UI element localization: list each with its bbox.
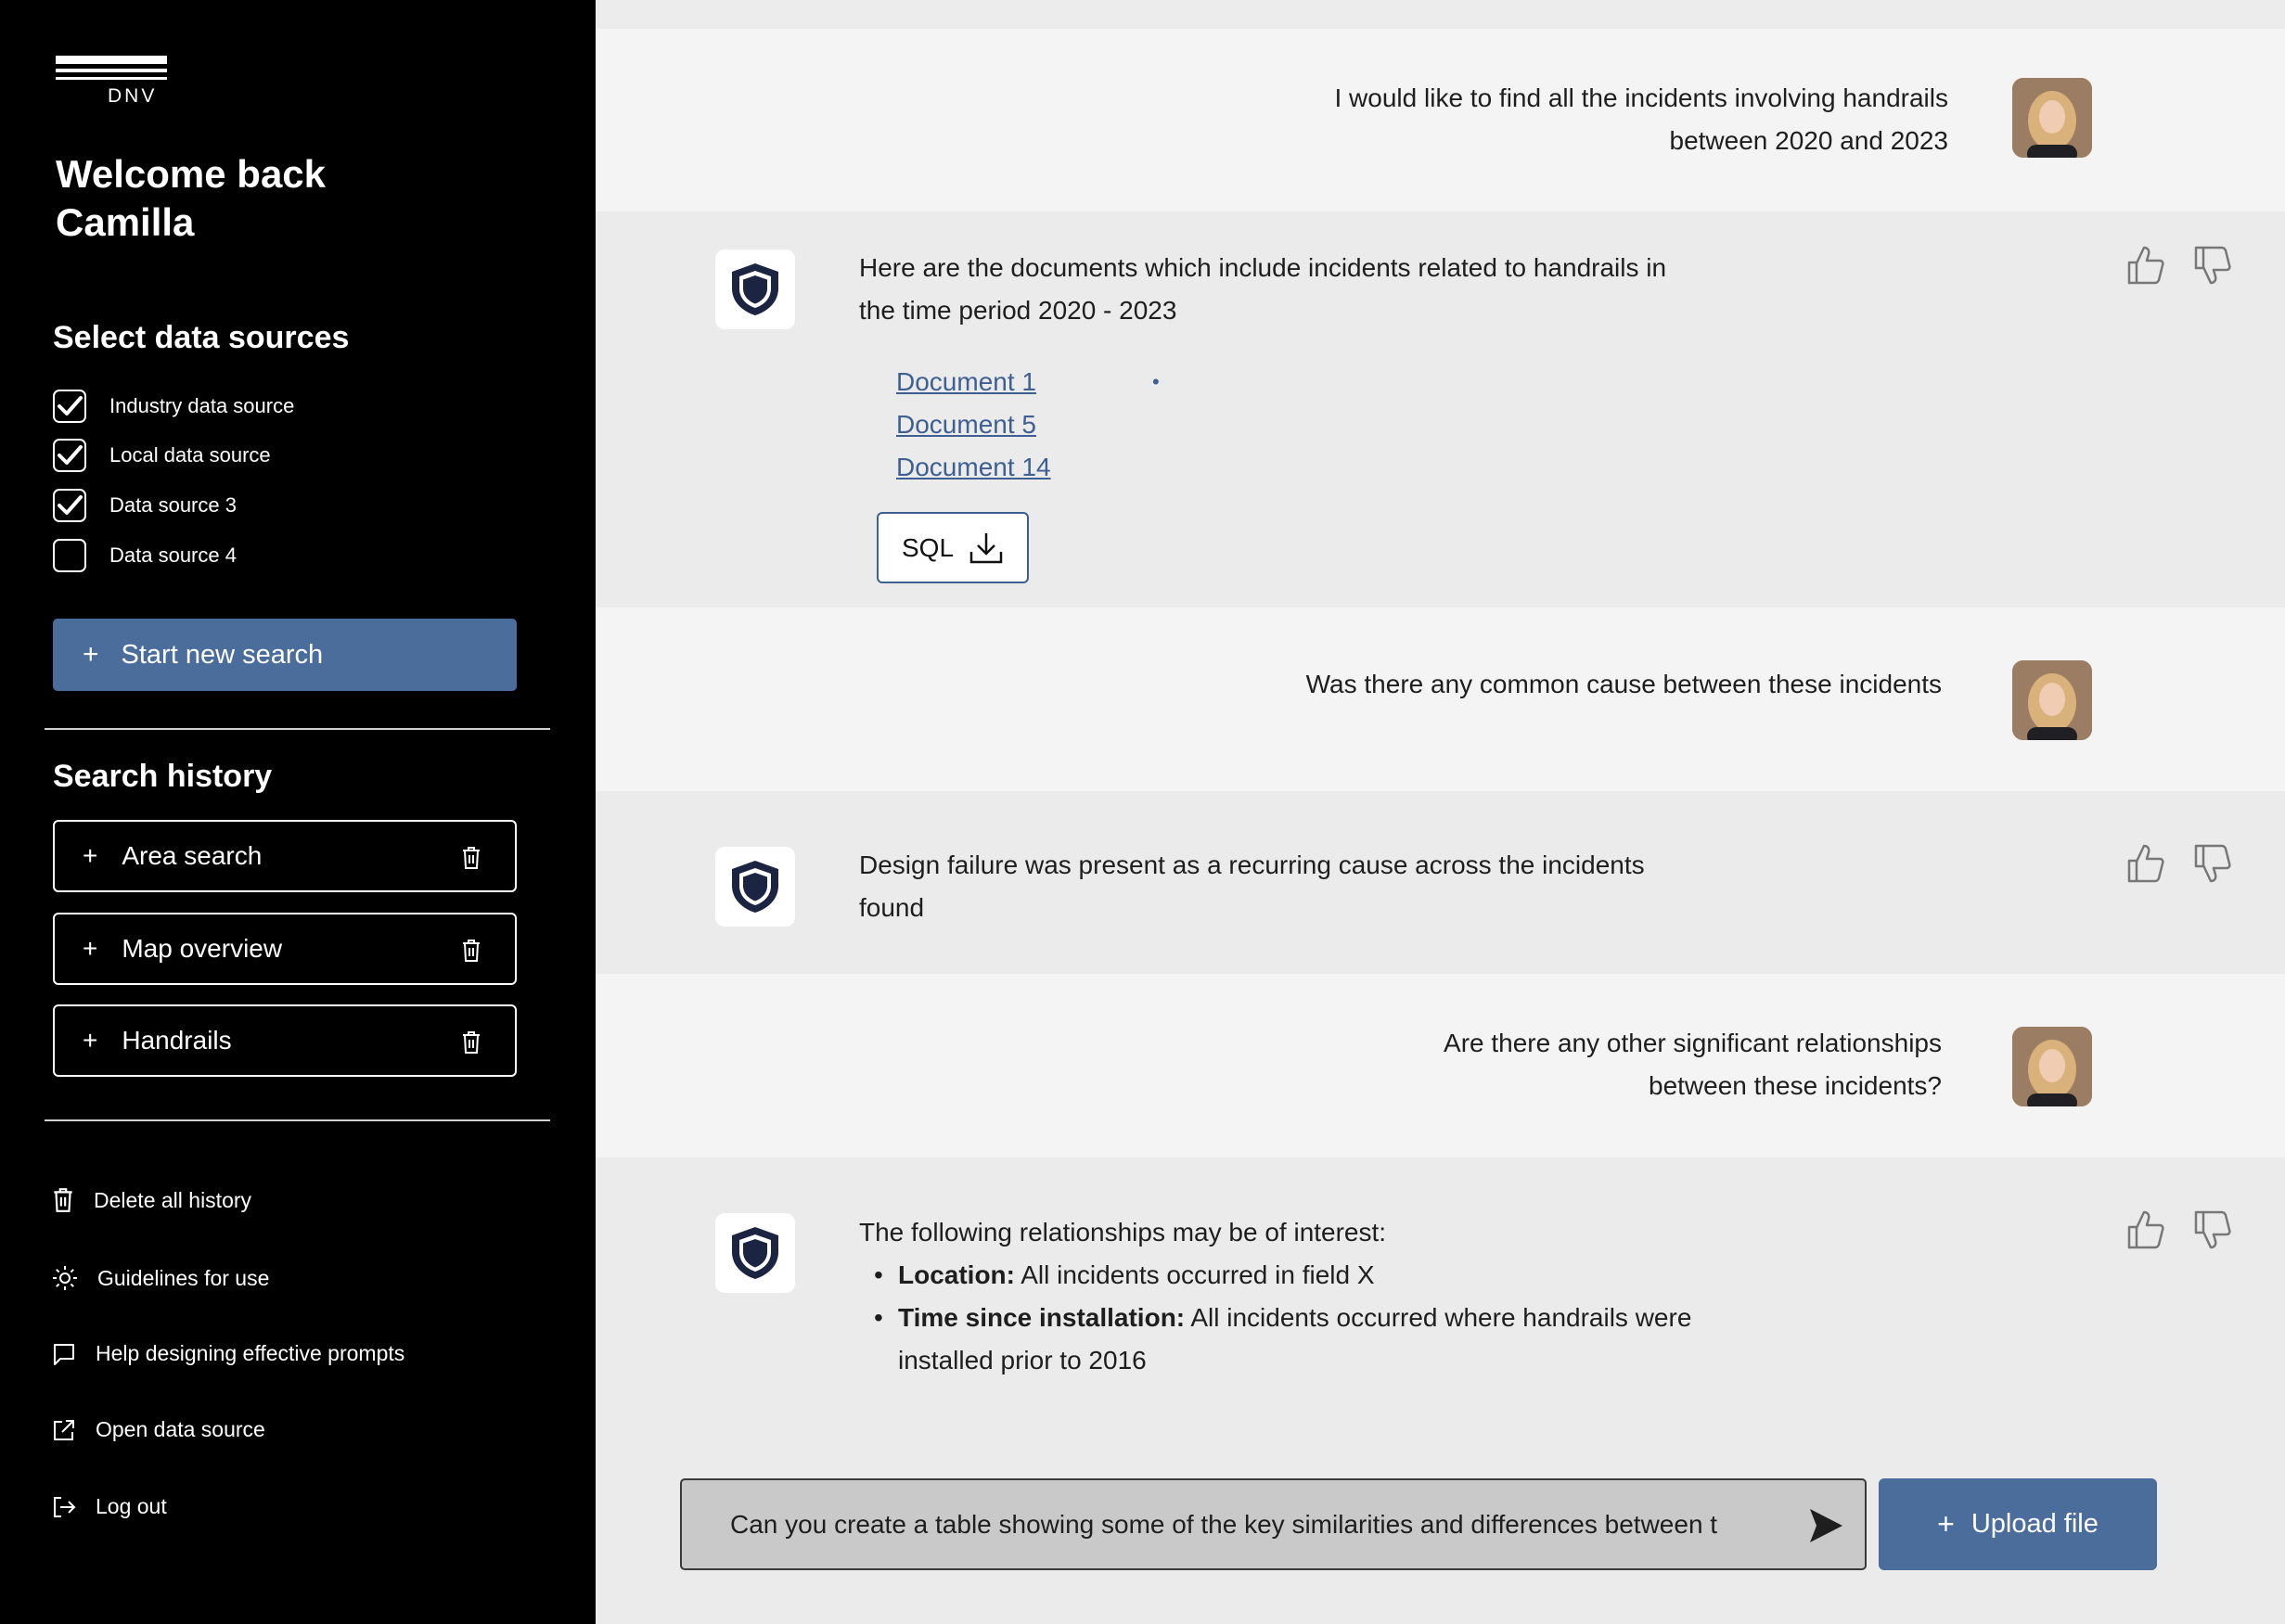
assistant-avatar [715,249,795,329]
user-avatar-image [2012,660,2092,740]
checkmark-icon [56,441,83,469]
upload-file-label: Upload file [1970,1509,2099,1539]
plus-icon: + [83,639,99,670]
start-new-search-label: Start new search [121,639,324,670]
divider [45,728,550,730]
document-link[interactable]: Document 5 [896,410,1036,439]
shield-icon [728,261,782,318]
assistant-message-text [859,247,1731,332]
plus-icon: + [83,934,98,963]
user-message-text [1107,1022,1942,1107]
trash-icon[interactable] [461,846,481,870]
data-sources-title: Select data sources [53,320,350,355]
trash-icon [52,1187,74,1213]
guidelines-link[interactable] [52,1265,269,1291]
search-history-title: Search history [53,759,273,794]
data-source-3[interactable] [53,489,237,522]
message-line: Are there any other significant relationships [1444,1029,1942,1057]
divider [45,1119,550,1121]
message-line: Design failure was present as a recurring cause across the incidents [859,850,1645,879]
footer-label: Guidelines for use [97,1265,270,1290]
relationship-list [874,1254,1746,1382]
welcome-heading: Welcome back Camilla [56,152,327,244]
checkmark-icon [56,492,83,519]
logo-text: DNV [108,85,158,107]
assistant-message-intro: The following relationships may be of interest: [859,1218,1387,1247]
footer-label: Log out [96,1494,167,1518]
footer-label: Help designing effective prompts [96,1341,405,1365]
open-data-source-link[interactable] [52,1417,265,1442]
document-link[interactable]: Document 1 [896,367,1036,396]
history-item-label: Map overview [122,934,283,963]
trash-icon[interactable] [461,1030,481,1055]
checkbox-checked[interactable] [53,489,86,522]
sql-label: SQL [901,532,955,562]
data-source-4[interactable] [53,539,237,572]
start-new-search-button[interactable] [53,619,517,691]
feedback-buttons [2126,245,2232,286]
user-message [596,974,2285,1157]
sun-icon [52,1265,78,1291]
trash-icon[interactable] [461,939,481,963]
footer-label: Open data source [96,1417,265,1441]
user-avatar [2012,1027,2092,1106]
help-prompts-link[interactable] [52,1341,404,1366]
assistant-message [596,211,2285,607]
assistant-avatar [715,1213,795,1293]
data-source-label: Data source 3 [109,493,237,517]
history-item-map-overview[interactable] [53,913,517,985]
message-line: between 2020 and 2023 [1669,126,1948,155]
message-line: I would like to find all the incidents involving handrails [1334,83,1948,112]
log-out-link[interactable] [52,1494,167,1519]
logout-icon [52,1495,76,1519]
user-message-text [1107,663,1942,706]
message-line: Here are the documents which include incidents related to handrails in [859,253,1667,282]
data-source-label: Industry data source [109,394,295,417]
data-source-local[interactable] [53,439,271,472]
thumbs-up-icon[interactable] [2126,843,2165,884]
history-item-label: Area search [122,841,263,870]
data-source-label: Data source 4 [109,543,237,567]
document-list [874,361,1160,489]
send-icon[interactable] [1807,1506,1844,1545]
thumbs-down-icon[interactable] [2193,843,2232,884]
assistant-message-text [859,844,1731,929]
feedback-buttons [2126,1209,2232,1250]
user-message [596,29,2285,211]
history-item-handrails[interactable] [53,1004,517,1077]
chat-input-value[interactable]: Can you create a table showing some of the key similarities and differences between t [730,1509,1718,1539]
download-icon [969,531,1004,565]
plus-icon: + [83,841,98,870]
chat-bubble-icon [52,1342,76,1366]
list-item [874,1297,1746,1382]
feedback-buttons [2126,843,2232,884]
assistant-avatar [715,847,795,927]
message-line: Was there any common cause between these incidents [1305,670,1942,698]
user-message-text [1113,77,1948,162]
footer-label: Delete all history [94,1187,252,1212]
user-avatar-image [2012,78,2092,158]
checkbox-checked[interactable] [53,439,86,472]
message-line: the time period 2020 - 2023 [859,296,1177,325]
document-link[interactable]: Document 14 [896,453,1051,481]
checkbox-unchecked[interactable] [53,539,86,572]
list-bullet: • [1152,370,1160,393]
external-link-icon [52,1418,76,1442]
user-message [596,607,2285,791]
chat-input[interactable] [680,1478,1867,1570]
thumbs-down-icon[interactable] [2193,245,2232,286]
user-avatar-image [2012,1027,2092,1106]
data-source-industry[interactable] [53,390,294,423]
bullet-bold: Time since installation: [898,1303,1186,1332]
shield-icon [728,858,782,915]
dnv-logo [56,54,167,106]
sidebar [0,0,596,1624]
chat-panel [596,0,2285,1624]
list-item [874,1254,1746,1297]
thumbs-up-icon[interactable] [2126,1209,2165,1250]
checkmark-icon [56,392,83,420]
sql-download-button[interactable] [877,512,1029,583]
shield-icon [728,1224,782,1282]
data-source-label: Local data source [109,443,271,467]
plus-icon: + [1937,1507,1955,1541]
message-line: between these incidents? [1649,1071,1942,1100]
thumbs-down-icon[interactable] [2193,1209,2232,1250]
history-item-area-search[interactable] [53,820,517,892]
checkbox-checked[interactable] [53,390,86,423]
message-line: found [859,893,925,922]
bullet-text: All incidents occurred in field X [1015,1260,1375,1289]
user-avatar [2012,660,2092,740]
history-item-label: Handrails [122,1026,232,1055]
upload-file-button[interactable] [1879,1478,2157,1570]
user-avatar [2012,78,2092,158]
bullet-bold: Location: [898,1260,1015,1289]
plus-icon: + [83,1026,98,1055]
assistant-message [596,791,2285,974]
delete-all-history-link[interactable] [52,1187,251,1213]
thumbs-up-icon[interactable] [2126,245,2165,286]
bullet-text: All incidents occurred where handrails were installed prior to 2016 [898,1303,1692,1375]
